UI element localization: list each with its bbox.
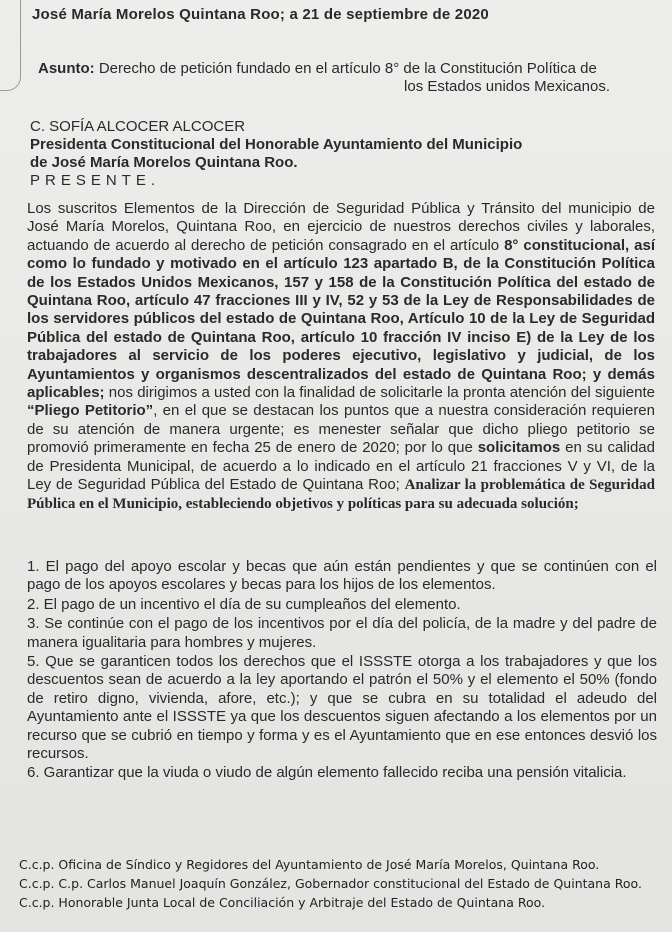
body-bold-legal-basis: 8° constitucional, así como lo fundado y motivado en el artículo 123 apartado B, de la Constitución Política de los Estados Unidos Mexicanos, 157 y 158 de la Constitución Política del estado de Quintana Roo, artículo 47 fracciones III y IV, 52 y 53 de la Ley de Responsabilidades de los servidores públicos del estado de Quintana Roo, Artículo 10 de la Ley de Seguridad Pública del estado de Quintana Roo, artículo 10 fracción IV inciso E) de la Ley de los trabajadores al servicio de los poderes ejecutivo, legislativo y judicial, de los Ayuntamientos y organismos descentralizados del estado de Quintana Roo; y demás aplicables; (27, 236, 655, 402)
body-bold-solicitamos: solicitamos (477, 439, 561, 457)
addressee-title-1: Presidenta Constitucional del Honorable Ayuntamiento del Municipio (30, 136, 523, 153)
petition-point: 6. Garantizar que la viuda o viudo de algún elemento fallecido reciba una pensión vitalicia. (27, 764, 627, 782)
body-paragraph (27, 200, 655, 513)
ccp-line: C.c.p. Oficina de Síndico y Regidores del Ayuntamiento de José María Morelos, Quintana Roo. (19, 857, 600, 872)
body-text-4: en su calidad de Presidenta Municipal, de acuerdo a lo indicado en el artículo 21 fracciones V y VI, de la Ley de Seguridad Pública del Estado de Quintana Roo; (27, 439, 655, 494)
addressee-name: C. SOFÍA ALCOCER ALCOCER (30, 118, 246, 135)
body-bold-analizar: Analizar la problemática de Seguridad Pública en el Municipio, estableciendo objetivos y políticas para su adecuada solución; (27, 477, 655, 512)
subject-label: Asunto: (38, 60, 95, 77)
paper-fold-mark (0, 0, 21, 91)
petition-point: 2. El pago de un incentivo el día de su cumpleaños del elemento. (27, 595, 461, 613)
ccp-line: C.c.p. C.p. Carlos Manuel Joaquín González, Gobernador constitucional del Estado de Quintana Roo. (19, 876, 642, 891)
body-bold-pliego: “Pliego Petitorio” (27, 402, 154, 420)
addressee-block (30, 118, 522, 190)
body-text-2: nos dirigimos a usted con la finalidad de solicitarle la pronta atención del siguiente (104, 384, 655, 402)
subject-text-1: Derecho de petición fundado en el artículo 8° de la Constitución Política de (98, 60, 597, 77)
ccp-line: C.c.p. Honorable Junta Local de Conciliación y Arbitraje del Estado de Quintana Roo. (19, 895, 546, 910)
petition-point: 3. Se continúe con el pago de los incentivos por el día del policía, de la madre y del padre de manera igualitaria para hombres y mujeres. (27, 615, 657, 651)
addressee-title-2: de José María Morelos Quintana Roo. (30, 154, 298, 171)
presente-line: PRESENTE. (30, 172, 161, 189)
petition-point: 5. Que se garanticen todos los derechos que el ISSSTE otorga a los trabajadores y que los descuentos sean de acuerdo a la ley aportando el patrón el 50% y el elemento el 50% (fondo de retiro digno, vivienda, afore, etc.); y que se cubra en su totalidad el adeudo del Ayuntamiento ante el ISSSTE ya que los descuentos siguen afectando a los elementos por un recurso que se cubrió en tiempo y forma y es el Ayuntamiento que en ese entonces desvió los recursos. (27, 653, 657, 763)
petition-point: 1. El pago del apoyo escolar y becas que aún están pendientes y que se continúen con el pago de los apoyos escolares y becas para los hijos de los elementos. (27, 558, 657, 594)
body-text-1: Los suscritos Elementos de la Dirección de Seguridad Pública y Tránsito del municipio de José María Morelos, Quintana Roo, en ejercicio de nuestros derechos civiles y laborales, actuando de acuerdo al derecho de petición consagrado en el artículo (27, 200, 655, 254)
subject-line-2: los Estados unidos Mexicanos. (404, 78, 610, 95)
body-text-3: , en el que se destacan los puntos que a nuestra consideración requieren de su atención de manera urgente; es menester señalar que dicho pliego petitorio se promovió primeramente en fecha 25 de enero de 2020; por lo que (27, 402, 655, 457)
petition-points-list (27, 558, 657, 784)
place-date-line: José María Morelos Quintana Roo; a 21 de septiembre de 2020 (32, 6, 489, 23)
subject-block (38, 60, 612, 96)
carbon-copy-list (19, 855, 659, 912)
subject-line-1 (38, 60, 612, 78)
